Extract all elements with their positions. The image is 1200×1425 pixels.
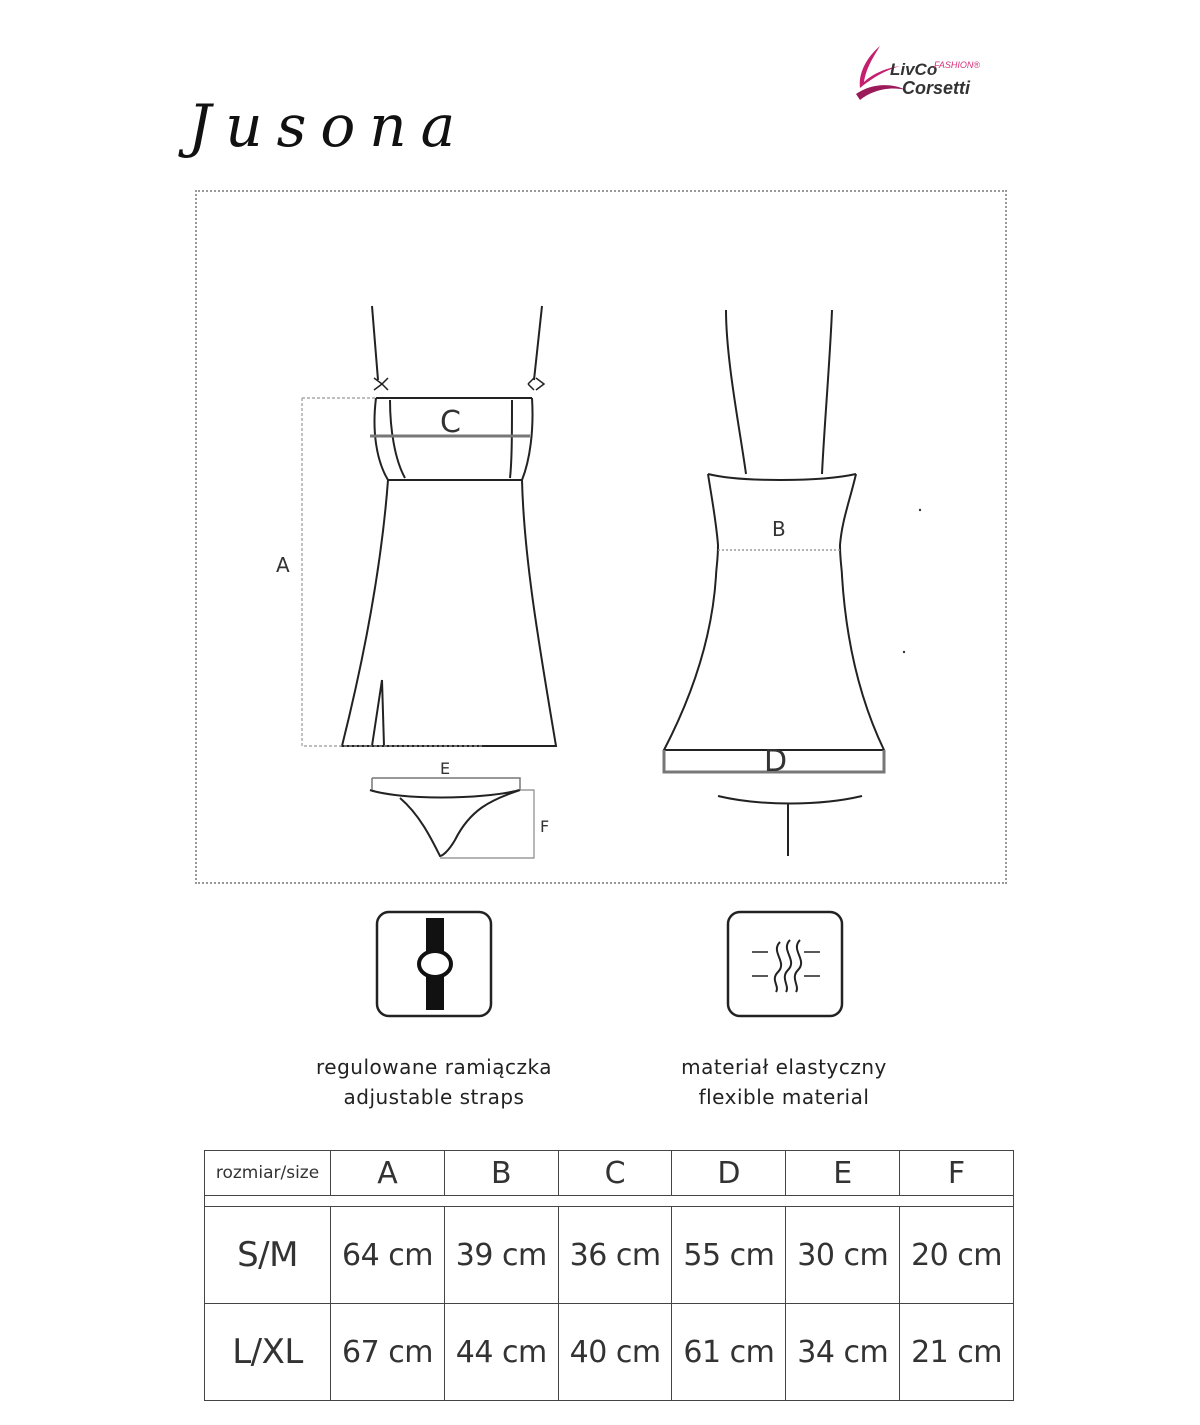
table-cell: 67 cm	[331, 1304, 445, 1401]
header-e: E	[786, 1151, 900, 1196]
label-d: D	[764, 744, 788, 779]
label-c: C	[440, 405, 461, 440]
header-d: D	[672, 1151, 786, 1196]
feature-straps-pl: regulowane ramiączka	[316, 1055, 552, 1079]
size-table-header	[205, 1151, 1014, 1196]
table-cell: 20 cm	[900, 1207, 1014, 1304]
header-a: A	[331, 1151, 445, 1196]
table-cell: 39 cm	[444, 1207, 558, 1304]
size-label: L/XL	[205, 1304, 331, 1401]
brand-name-corsetti: Corsetti	[902, 78, 971, 98]
header-f: F	[900, 1151, 1014, 1196]
feature-flexible-pl: materiał elastyczny	[681, 1055, 887, 1079]
thong-view	[370, 778, 534, 858]
brand-name-fashion: FASHION®	[934, 60, 980, 70]
table-cell: 34 cm	[786, 1304, 900, 1401]
label-b: B	[772, 517, 786, 541]
feature-straps-en: adjustable straps	[343, 1085, 525, 1109]
table-cell: 36 cm	[558, 1207, 672, 1304]
feature-flexible	[654, 1052, 914, 1112]
header-c: C	[558, 1151, 672, 1196]
header-size: rozmiar/size	[205, 1151, 331, 1196]
feature-flexible-en: flexible material	[698, 1085, 870, 1109]
brand-name-livco: LivCo	[890, 60, 938, 79]
table-cell: 30 cm	[786, 1207, 900, 1304]
label-f: F	[540, 817, 550, 836]
feature-straps	[294, 1052, 574, 1112]
label-e: E	[440, 759, 451, 778]
label-a: A	[276, 553, 290, 577]
table-row	[205, 1207, 1014, 1304]
table-cell: 21 cm	[900, 1304, 1014, 1401]
front-view	[342, 306, 556, 746]
size-table	[204, 1150, 1014, 1401]
table-cell: 44 cm	[444, 1304, 558, 1401]
size-label: S/M	[205, 1207, 331, 1304]
table-row	[205, 1304, 1014, 1401]
table-cell: 55 cm	[672, 1207, 786, 1304]
table-cell: 40 cm	[558, 1304, 672, 1401]
product-title: Jusona	[188, 92, 470, 160]
adjustable-strap-icon	[377, 912, 491, 1016]
header-b: B	[444, 1151, 558, 1196]
table-cell: 64 cm	[331, 1207, 445, 1304]
flexible-material-icon	[728, 912, 842, 1016]
table-cell: 61 cm	[672, 1304, 786, 1401]
